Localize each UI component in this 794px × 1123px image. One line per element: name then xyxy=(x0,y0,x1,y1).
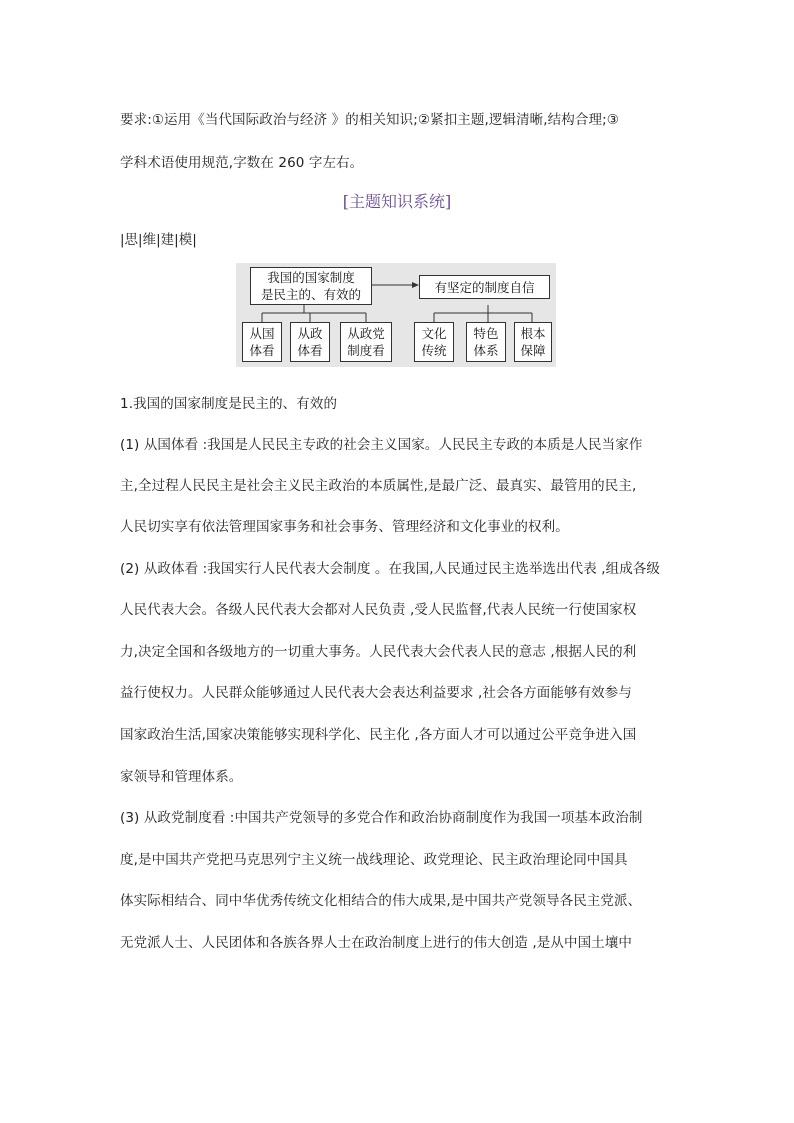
section-title: [主题知识系统] xyxy=(342,192,452,211)
node-fundamental-guarantee xyxy=(514,322,552,362)
node-line: 保障 xyxy=(520,343,546,358)
node-line: 从政党 xyxy=(347,326,385,341)
body-line: 国家政治生活,国家决策能够实现科学化、民主化 ,各方面人才可以通过公平竞争进入国 xyxy=(120,727,637,743)
body-heading: 1.我国的国家制度是民主的、有效的 xyxy=(120,396,338,412)
node-state-system xyxy=(242,322,282,362)
subheading: |思|维|建|模| xyxy=(120,232,197,248)
body-line: (2) 从政体看 :我国实行人民代表大会制度 。在我国,人民通过民主选举选出代表 ,组成各级 xyxy=(120,561,661,577)
body-line: 家领导和管理体系。 xyxy=(120,769,243,785)
body-line: (1) 从国体看 :我国是人民民主专政的社会主义国家。人民民主专政的本质是人民当家作 xyxy=(120,437,643,453)
node-line: 体看 xyxy=(249,343,275,358)
node-institutional-confidence xyxy=(419,275,550,299)
body-line: 体实际相结合、同中华优秀传统文化相结合的伟大成果,是中国共产党领导各民主党派、 xyxy=(120,893,642,909)
node-democratic-effective xyxy=(250,267,372,305)
node-line: 我国的国家制度 xyxy=(267,270,355,285)
body-line: 无党派人士、人民团体和各族各界人士在政治制度上进行的伟大创造 ,是从中国土壤中 xyxy=(120,935,632,951)
body-line: 人民代表大会。各级人民代表大会都对人民负责 ,受人民监督,代表人民统一行使国家权 xyxy=(120,602,637,618)
node-party-system xyxy=(340,322,392,362)
node-line: 根本 xyxy=(520,326,546,341)
body-line: 主,全过程人民民主是社会主义民主政治的本质属性,是最广泛、最真实、最管用的民主, xyxy=(120,478,637,494)
requirement-line-1: 要求:①运用《当代国际政治与经济 》的相关知识;②紧扣主题,逻辑清晰,结构合理;③ xyxy=(120,112,619,128)
node-cultural-tradition xyxy=(414,322,454,362)
node-line: 从政 xyxy=(297,326,323,341)
body-line: 人民切实享有依法管理国家事务和社会事务、管理经济和文化事业的权利。 xyxy=(120,519,569,535)
node-distinctive-system xyxy=(466,322,506,362)
node-government-system xyxy=(290,322,330,362)
node-line: 体系 xyxy=(473,343,499,358)
node-line: 文化 xyxy=(421,326,447,341)
node-line: 传统 xyxy=(421,343,447,358)
body-line: (3) 从政党制度看 :中国共产党领导的多党合作和政治协商制度作为我国一项基本政治制 xyxy=(120,810,643,826)
node-line: 有坚定的制度自信 xyxy=(434,279,535,295)
body-line: 度,是中国共产党把马克思列宁主义统一战线理论、政党理论、民主政治理论同中国具 xyxy=(120,852,628,868)
body-line: 益行使权力。人民群众能够通过人民代表大会表达利益要求 ,社会各方面能够有效参与 xyxy=(120,685,632,701)
body-line: 力,决定全国和各级地方的一切重大事务。人民代表大会代表人民的意志 ,根据人民的利 xyxy=(120,644,637,660)
node-line: 是民主的、有效的 xyxy=(260,287,361,302)
concept-diagram xyxy=(236,263,556,367)
node-line: 体看 xyxy=(297,343,323,358)
requirement-line-2: 学科术语使用规范,字数在 260 字左右。 xyxy=(120,155,364,171)
node-line: 特色 xyxy=(473,326,499,341)
node-line: 制度看 xyxy=(347,343,385,358)
node-line: 从国 xyxy=(249,326,275,341)
